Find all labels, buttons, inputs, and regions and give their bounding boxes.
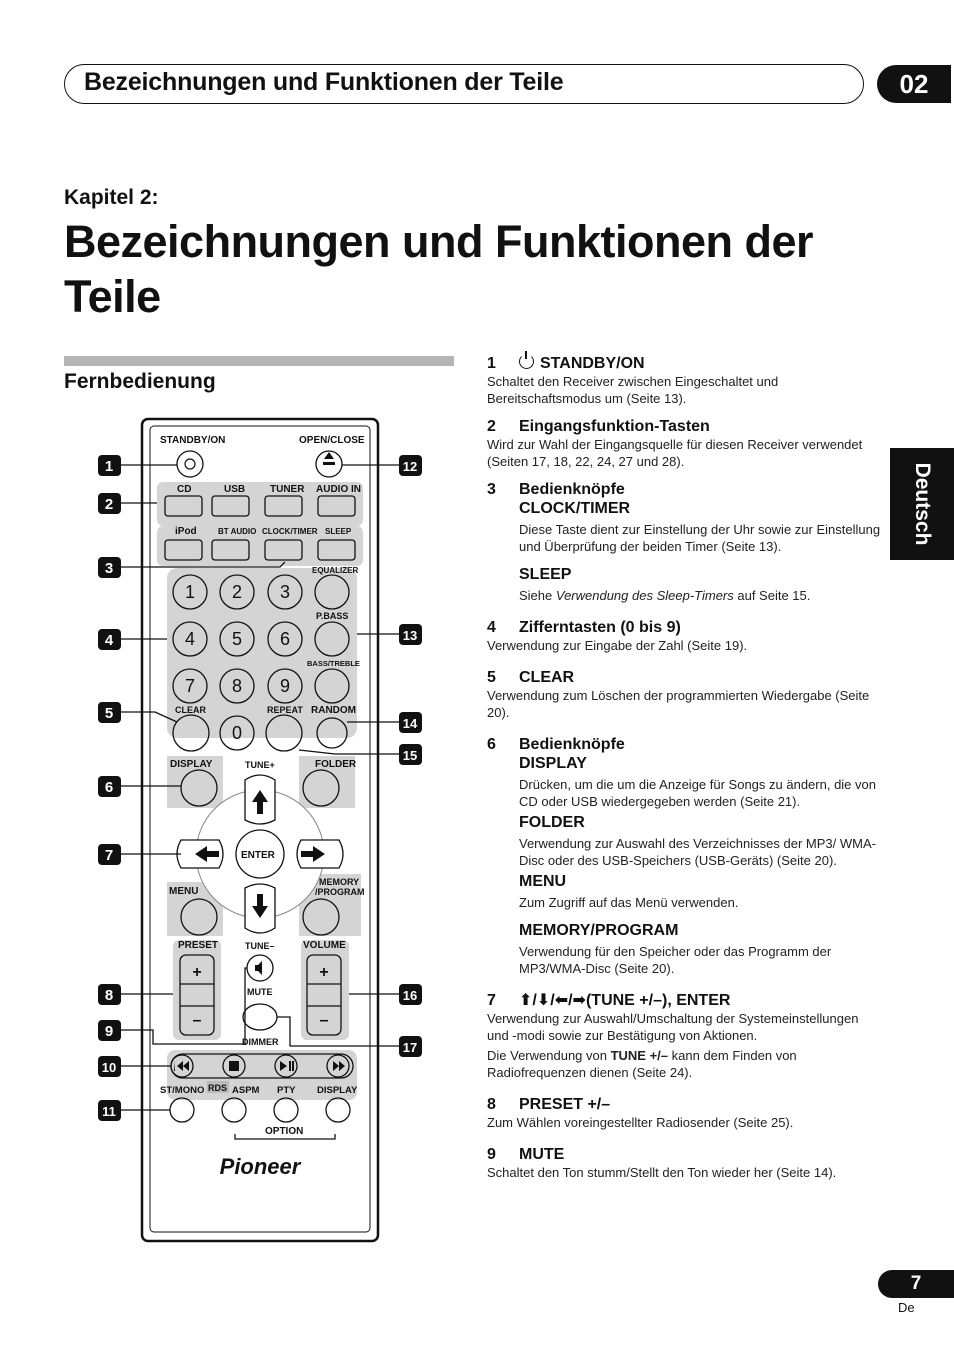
label-volume: VOLUME bbox=[303, 940, 346, 951]
label-clear: CLEAR bbox=[175, 705, 206, 715]
item-subdesc: Siehe Verwendung des Sleep-Timers auf Seite 15. bbox=[519, 588, 811, 603]
digit-6: 6 bbox=[279, 629, 291, 649]
volume-plus: + bbox=[319, 964, 329, 981]
callout-1: 1 bbox=[104, 458, 114, 475]
label-display: DISPLAY bbox=[170, 759, 213, 770]
callout-9: 9 bbox=[104, 1023, 114, 1040]
label-open-close: OPEN/CLOSE bbox=[299, 435, 365, 446]
digit-3: 3 bbox=[279, 582, 291, 602]
section-title: Fernbedienung bbox=[64, 370, 216, 393]
callout-10: 10 bbox=[101, 1060, 117, 1075]
item-desc: Verwendung zum Löschen der programmierten Wiedergabe (Seite 20). bbox=[487, 688, 870, 720]
label-sleep: SLEEP bbox=[325, 527, 352, 536]
label-st-mono: ST/MONO bbox=[160, 1085, 205, 1096]
label-tune-plus: TUNE+ bbox=[245, 760, 275, 770]
digit-8: 8 bbox=[231, 676, 243, 696]
label-random: RANDOM bbox=[311, 705, 356, 716]
item-title: MUTE bbox=[519, 1146, 565, 1163]
label-equalizer: EQUALIZER bbox=[312, 566, 359, 575]
item-title: (TUNE +/–), ENTER bbox=[585, 992, 731, 1009]
language-tab-label: Deutsch bbox=[911, 462, 934, 546]
callout-7: 7 bbox=[104, 847, 114, 864]
label-tuner: TUNER bbox=[270, 484, 305, 495]
digit-2: 2 bbox=[231, 582, 243, 602]
item-subtitle: SLEEP bbox=[519, 566, 572, 583]
item-number: 2 bbox=[487, 418, 496, 435]
item-number: 1 bbox=[487, 355, 496, 372]
item-subdesc: Drücken, um die um die Anzeige für Songs zu ändern, die von CD oder USB wiedergegeben werden (Seite 21). bbox=[519, 777, 876, 809]
item-9 bbox=[487, 1145, 882, 1181]
label-enter: ENTER bbox=[241, 850, 275, 861]
label-aspm: ASPM bbox=[232, 1085, 260, 1096]
label-usb: USB bbox=[224, 484, 246, 495]
callout-5: 5 bbox=[104, 705, 114, 722]
label-menu: MENU bbox=[169, 886, 199, 897]
callout-4: 4 bbox=[104, 632, 114, 649]
callout-16: 16 bbox=[402, 988, 418, 1003]
item-title: STANDBY/ON bbox=[540, 355, 645, 372]
callout-8: 8 bbox=[104, 987, 114, 1004]
label-mute: MUTE bbox=[247, 987, 273, 997]
remote-svg bbox=[95, 412, 430, 1247]
item-desc: Schaltet den Receiver zwischen Eingeschaltet und Bereitschaftsmodus um (Seite 13). bbox=[487, 374, 779, 406]
label-standby: STANDBY/ON bbox=[160, 435, 226, 446]
label-repeat: REPEAT bbox=[267, 705, 303, 715]
remote-illustration bbox=[95, 412, 430, 1247]
callout-13: 13 bbox=[402, 628, 418, 643]
label-memory: MEMORY bbox=[319, 877, 360, 887]
volume-minus: – bbox=[319, 1012, 329, 1029]
item-subdesc: Verwendung zur Auswahl des Verzeichnisses der MP3/ WMA-Disc oder des USB-Speichers (USB-Geräts) (Seite 20). bbox=[519, 836, 876, 868]
item-subdesc: Diese Taste dient zur Einstellung der Uhr sowie zur Einstellung und Überprüfung der beiden Timer (Seite 13). bbox=[519, 522, 881, 554]
item-subtitle: MEMORY/PROGRAM bbox=[519, 922, 679, 939]
callout-15: 15 bbox=[402, 748, 418, 763]
page-number: 7 bbox=[878, 1270, 954, 1298]
item-title: Bedienknöpfe bbox=[519, 736, 625, 753]
item-desc: Wird zur Wahl der Eingangsquelle für diesen Receiver verwendet (Seiten 17, 18, 22, 24, 27 und 28). bbox=[487, 437, 863, 469]
callout-12: 12 bbox=[402, 459, 418, 474]
preset-minus: – bbox=[192, 1012, 202, 1029]
label-cd: CD bbox=[177, 484, 192, 495]
callout-3: 3 bbox=[104, 560, 114, 577]
label-dimmer: DIMMER bbox=[242, 1037, 279, 1047]
item-7 bbox=[487, 991, 882, 1081]
section-bar bbox=[64, 356, 454, 366]
item-desc-2: Die Verwendung von TUNE +/– kann dem Finden von Radiofrequenzen dienen (Seite 24). bbox=[487, 1048, 797, 1080]
label-pty: PTY bbox=[277, 1085, 296, 1096]
item-title: PRESET +/– bbox=[519, 1096, 611, 1113]
label-ipod: iPod bbox=[175, 526, 197, 537]
callout-6: 6 bbox=[104, 779, 114, 796]
label-bass-treble: BASS/TREBLE bbox=[307, 659, 360, 668]
page-language: De bbox=[898, 1300, 915, 1315]
digit-7: 7 bbox=[184, 676, 196, 696]
label-folder: FOLDER bbox=[315, 759, 357, 770]
parts-description-list bbox=[487, 354, 882, 1181]
digit-0: 0 bbox=[231, 723, 243, 743]
item-8 bbox=[487, 1095, 882, 1131]
item-number: 7 bbox=[487, 992, 496, 1009]
item-desc: Verwendung zur Auswahl/Umschaltung der Systemeinstellungen und -modi sowie zur Bestätigung von Aktionen. bbox=[487, 1011, 859, 1043]
item-title: CLEAR bbox=[519, 669, 575, 686]
callout-2: 2 bbox=[104, 496, 114, 513]
item-title: Bedienknöpfe bbox=[519, 481, 625, 498]
label-option: OPTION bbox=[265, 1126, 304, 1137]
item-subtitle: CLOCK/TIMER bbox=[519, 500, 631, 517]
header-title: Bezeichnungen und Funktionen der Teile bbox=[84, 68, 564, 96]
item-number: 9 bbox=[487, 1146, 496, 1163]
label-bt-audio: BT AUDIO bbox=[218, 527, 257, 536]
item-number: 4 bbox=[487, 619, 496, 636]
label-clock-timer: CLOCK/TIMER bbox=[262, 527, 318, 536]
item-3 bbox=[487, 480, 882, 604]
power-icon bbox=[519, 354, 534, 369]
item-5 bbox=[487, 668, 882, 721]
brand-logo: Pioneer bbox=[219, 1154, 301, 1179]
preset-plus: + bbox=[192, 964, 202, 981]
item-2 bbox=[487, 417, 882, 470]
chapter-label: Kapitel 2: bbox=[64, 186, 159, 209]
digit-9: 9 bbox=[279, 676, 291, 696]
item-subtitle: DISPLAY bbox=[519, 755, 587, 772]
chapter-number-badge: 02 bbox=[877, 65, 951, 103]
item-number: 3 bbox=[487, 481, 496, 498]
item-number: 8 bbox=[487, 1096, 496, 1113]
language-tab bbox=[890, 448, 954, 560]
item-4 bbox=[487, 618, 882, 654]
label-audio-in: AUDIO IN bbox=[316, 484, 361, 495]
item-subdesc: Zum Zugriff auf das Menü verwenden. bbox=[519, 895, 739, 910]
item-desc: Verwendung zur Eingabe der Zahl (Seite 19). bbox=[487, 638, 748, 653]
item-6 bbox=[487, 735, 882, 977]
item-title: Zifferntasten (0 bis 9) bbox=[519, 619, 681, 636]
item-subtitle: MENU bbox=[519, 873, 567, 890]
item-1 bbox=[487, 354, 882, 407]
callout-17: 17 bbox=[402, 1040, 418, 1055]
item-subdesc: Verwendung für den Speicher oder das Programm der MP3/WMA-Disc (Seite 20). bbox=[519, 944, 832, 976]
arrow-icons: ⬆/⬇/⬅/➡ bbox=[519, 992, 586, 1009]
label-rds: RDS bbox=[208, 1083, 228, 1093]
callout-14: 14 bbox=[402, 716, 418, 731]
digit-5: 5 bbox=[231, 629, 243, 649]
item-title: Eingangsfunktion-Tasten bbox=[519, 418, 710, 435]
digit-1: 1 bbox=[184, 582, 196, 602]
label-program: /PROGRAM bbox=[315, 887, 365, 897]
label-display-2: DISPLAY bbox=[317, 1085, 358, 1096]
item-number: 6 bbox=[487, 736, 496, 753]
label-tune-minus: TUNE– bbox=[245, 941, 275, 951]
label-pbass: P.BASS bbox=[316, 611, 349, 621]
item-desc: Zum Wählen voreingestellter Radiosender (Seite 25). bbox=[487, 1115, 794, 1130]
callout-11: 11 bbox=[102, 1104, 116, 1119]
label-preset: PRESET bbox=[178, 940, 219, 951]
digit-4: 4 bbox=[184, 629, 196, 649]
chapter-title: Bezeichnungen und Funktionen der Teile bbox=[64, 216, 813, 322]
item-number: 5 bbox=[487, 669, 496, 686]
item-subtitle: FOLDER bbox=[519, 814, 585, 831]
item-desc: Schaltet den Ton stumm/Stellt den Ton wieder her (Seite 14). bbox=[487, 1165, 837, 1180]
